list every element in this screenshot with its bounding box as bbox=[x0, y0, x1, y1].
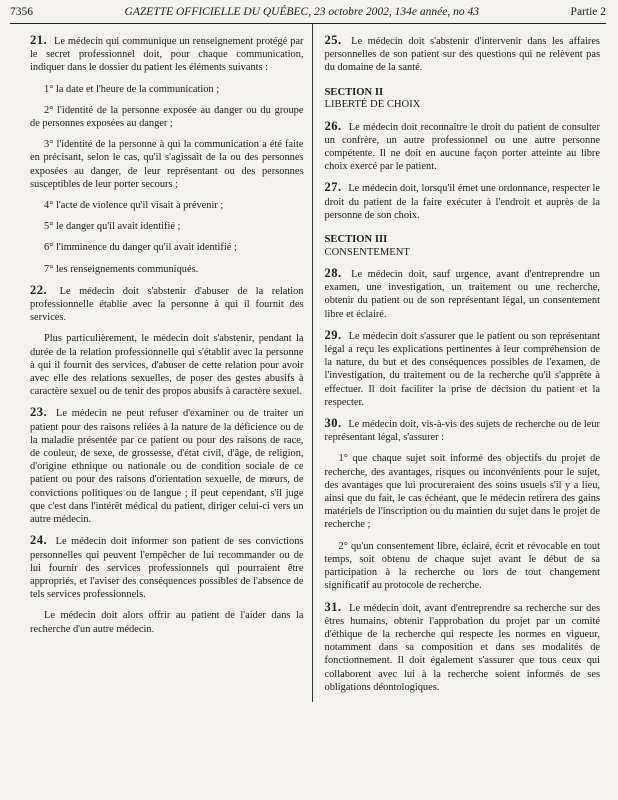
article-29 bbox=[325, 329, 601, 409]
list-item: 7° les renseignements communiqués. bbox=[44, 263, 199, 275]
article-text: Le médecin doit, avant d'entreprendre sa recherche sur des êtres humains, obtenir l'approbation du projet par un comité d'éthique de la recherche qui respecte les normes en vigueur, notamment dans sa composition et dans ses modalités de fonctionnement. Il doit également s'assurer que tous ceux qui collaborent avec lui à la recherche soient informés de ses obligations déontologiques. bbox=[324, 602, 600, 693]
article-27 bbox=[325, 181, 601, 222]
list-item: 5° le danger qu'il avait identifié ; bbox=[44, 221, 181, 233]
left-column bbox=[10, 34, 312, 702]
article-number: 23. bbox=[30, 405, 48, 420]
article-number: 24. bbox=[30, 533, 48, 548]
page-number: 7356 bbox=[10, 6, 33, 18]
list-item: 2° l'identité de la personne exposée au danger ou du groupe de personnes exposées au danger ; bbox=[30, 104, 304, 130]
article-26 bbox=[325, 120, 601, 174]
article-number: 30. bbox=[324, 416, 342, 431]
article-number: 31. bbox=[324, 599, 342, 614]
article-number: 29. bbox=[324, 327, 342, 342]
section-title: LIBERTÉ DE CHOIX bbox=[324, 99, 421, 111]
article-text: Le médecin doit informer son patient de ses convictions personnelles qui peuvent l'empêcher de lui recommander ou de lui fournir des services professionnels qui pourraient être appropriés, et l'aviser des conséquences possibles de l'absence de tels services professionnels. bbox=[30, 536, 304, 601]
article-22 bbox=[30, 284, 304, 325]
gazette-title: GAZETTE OFFICIELLE DU QUÉBEC, 23 octobre 2002, 134e année, no 43 bbox=[124, 6, 479, 18]
article-number: 27. bbox=[324, 180, 342, 195]
section-title: CONSENTEMENT bbox=[324, 246, 410, 258]
list-item: 2° qu'un consentement libre, éclairé, écrit et révocable en tout temps, soit obtenu de chaque sujet avant le début de sa participation à la recherche ou lors de tout changement significatif au protocole de recherche. bbox=[324, 540, 600, 592]
part-label: Partie 2 bbox=[570, 6, 606, 18]
article-text: Le médecin doit reconnaître le droit du patient de consulter un confrère, un autre professionnel ou une autre personne compétente. Il ne doit en aucune façon porter atteinte au libre choix exercé par le patient. bbox=[324, 121, 600, 173]
article-text: Le médecin doit s'assurer que le patient ou son représentant légal a reçu les explications pertinentes à leur compréhension de la nature, du but et des conséquences possibles de l'examen, de l'investigation, du traitement ou de la recherche qu'il s'apprête à effectuer. Il doit faciliter la prise de décision du patient et la respecter. bbox=[324, 330, 600, 408]
section-heading bbox=[325, 234, 601, 259]
article-24 bbox=[30, 534, 304, 601]
article-text: Le médecin doit, vis-à-vis des sujets de recherche ou de leur représentant légal, s'assurer : bbox=[324, 419, 600, 444]
page-header bbox=[10, 6, 606, 20]
article-text: Le médecin qui communique un renseignement protégé par le secret professionnel doit, pour chaque communication, indiquer dans le dossier du patient les éléments suivants : bbox=[30, 36, 304, 74]
right-column bbox=[313, 34, 607, 702]
article-25 bbox=[325, 34, 601, 75]
article-30 bbox=[325, 417, 601, 444]
list-item: 3° l'identité de la personne à qui la communication a été faite en précisant, selon le cas, qu'il s'agissait de la ou des personnes exposées au danger, de leur représentant ou des personnes susceptibles de leur porter secours ; bbox=[30, 139, 304, 190]
list-item: 4° l'acte de violence qu'il visait à prévenir ; bbox=[44, 200, 224, 212]
article-number: 25. bbox=[324, 33, 342, 47]
article-number: 21. bbox=[30, 33, 48, 47]
article-21 bbox=[30, 34, 304, 75]
article-text: Le médecin doit, lorsqu'il émet une ordonnance, respecter le droit du patient de la faire exécuter à l'endroit et auprès de la personne de son choix. bbox=[324, 183, 600, 221]
list-item: 1° que chaque sujet soit informé des objectifs du projet de recherche, des avantages, risques ou inconvénients pour le sujet, des avantages que lui procureraient des soins usuels s'il y a lieu, ainsi que du fait, le cas échéant, que le médecin retirera des gains matériels de l'inscription ou du maintien du sujet dans le projet de recherche ; bbox=[324, 453, 600, 531]
article-31 bbox=[325, 601, 601, 694]
article-paragraph: Le médecin doit alors offrir au patient de l'aider dans la recherche d'un autre médecin. bbox=[30, 610, 304, 635]
article-text: Le médecin doit s'abstenir d'intervenir dans les affaires personnelles de son patient sur des questions qui ne relèvent pas du domaine de la santé. bbox=[324, 36, 600, 74]
section-number: SECTION III bbox=[324, 234, 388, 246]
article-text: Le médecin ne peut refuser d'examiner ou de traiter un patient pour des raisons reliées à la nature de la déficience ou de la maladie présentée par ce patient ou pour des raisons de race, de couleur, de sexe, de grossesse, d'état civil, d'âge, de religion, d'origine ethnique ou nationale ou de condition sociale de ce patient ou pour des raisons d'orientation sexuelle, de mœurs, de convictions politiques ou de langue ; il peut cependant, s'il juge que c'est dans l'intérêt médical du patient, diriger celui-ci vers un autre médecin. bbox=[30, 408, 304, 526]
two-column-body bbox=[10, 34, 606, 702]
section-heading bbox=[325, 87, 601, 112]
list-item: 6° l'imminence du danger qu'il avait identifié ; bbox=[44, 242, 237, 254]
article-text: Le médecin doit, sauf urgence, avant d'entreprendre un examen, une investigation, un traitement ou une recherche, obtenir du patient ou de son représentant légal, un consentement libre et éclairé. bbox=[324, 269, 600, 320]
article-text: Le médecin doit s'abstenir d'abuser de la relation professionnelle établie avec la personne à qui il fournit des services. bbox=[30, 285, 304, 324]
article-28 bbox=[325, 267, 601, 321]
list-item: 1° la date et l'heure de la communication ; bbox=[44, 83, 220, 95]
article-23 bbox=[30, 406, 304, 526]
article-number: 26. bbox=[324, 118, 342, 133]
article-paragraph: Plus particulièrement, le médecin doit s'abstenir, pendant la durée de la relation professionnelle qui s'établit avec la personne à qui il fournit des services, d'abuser de cette relation pour avoir avec elle des relations sexuelles, de poser des gestes abusifs à caractère sexuel ou de tenir des propos abusifs à caractère sexuel. bbox=[30, 333, 304, 398]
header-rule bbox=[10, 23, 606, 24]
article-number: 28. bbox=[324, 266, 342, 281]
section-number: SECTION II bbox=[324, 86, 384, 98]
article-number: 22. bbox=[30, 282, 48, 297]
